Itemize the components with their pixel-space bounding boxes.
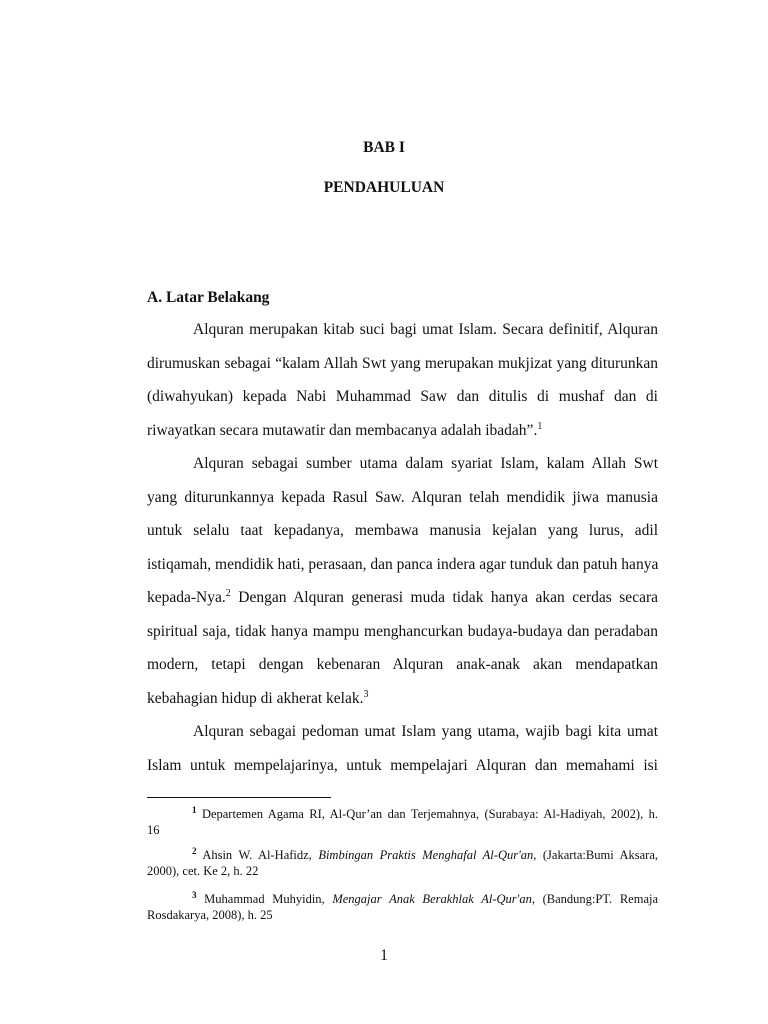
- footnote-book-title: Mengajar Anak Berakhlak Al-Qur'an: [332, 892, 532, 906]
- footnote-2: [147, 847, 658, 879]
- footnote-marker: 2: [192, 845, 197, 856]
- body-line-text: Islam untuk mempelajarinya, untuk mempelajari Alquran dan memahami isi: [147, 757, 658, 774]
- body-line: [147, 622, 658, 642]
- body-line: [193, 454, 658, 474]
- footnote-text: Departemen Agama RI, Al-Qur’an dan Terjemahnya, (Surabaya: Al-Hadiyah, 2002), h.: [201, 807, 658, 821]
- body-line-text: spiritual saja, tidak hanya mampu menghancurkan budaya-budaya dan peradaban: [147, 623, 658, 640]
- footnote-3: [147, 891, 658, 923]
- page-number: 1: [380, 947, 388, 964]
- footnote-marker: 3: [192, 889, 197, 900]
- footnote-publisher: , (Jakarta:Bumi Aksara,: [533, 848, 659, 862]
- chapter-title: PENDAHULUAN: [323, 179, 445, 196]
- footnote-continuation: Rosdakarya, 2008), h. 25: [147, 908, 273, 922]
- body-line-text: yang diturunkannya kepada Rasul Saw. Alquran telah mendidik jiwa manusia: [147, 489, 658, 506]
- footnote-1: [147, 806, 658, 838]
- body-line-text: kebahagian hidup di akherat kelak.: [147, 690, 364, 707]
- body-line: [147, 421, 658, 441]
- footnote-marker: 1: [192, 804, 197, 815]
- footnote-separator: [147, 797, 331, 798]
- section-heading: A. Latar Belakang: [147, 289, 270, 306]
- footnote-reference: 1: [537, 420, 543, 432]
- footnote-continuation: 2000), cet. Ke 2, h. 22: [147, 864, 259, 878]
- body-line: [147, 521, 658, 541]
- footnote-reference: 3: [363, 688, 369, 700]
- body-line: [147, 655, 658, 675]
- body-line: [147, 555, 658, 575]
- body-line: [147, 387, 658, 407]
- footnote-continuation: 16: [147, 823, 160, 837]
- body-line: [193, 320, 658, 340]
- body-line: [147, 689, 658, 709]
- footnote-author: Muhammad Muhyidin,: [204, 892, 333, 906]
- body-line-text: Alquran sebagai sumber utama dalam syariat Islam, kalam Allah Swt: [193, 455, 658, 472]
- body-line-text: Dengan Alquran generasi muda tidak hanya akan cerdas secara: [230, 589, 658, 606]
- body-line: [193, 722, 658, 742]
- body-line-text: modern, tetapi dengan kebenaran Alquran anak-anak akan mendapatkan: [147, 656, 658, 673]
- footnote-publisher: , (Bandung:PT. Remaja: [531, 892, 659, 906]
- body-line: [147, 756, 658, 776]
- footnote-author: Ahsin W. Al-Hafidz,: [202, 848, 319, 862]
- footnote-reference: 2: [225, 587, 231, 599]
- body-line-text: dirumuskan sebagai “kalam Allah Swt yang merupakan mukjizat yang diturunkan: [147, 355, 658, 372]
- body-line-text: untuk selalu taat kepadanya, membawa manusia kejalan yang lurus, adil: [147, 522, 658, 539]
- body-line-text: Alquran sebagai pedoman umat Islam yang utama, wajib bagi kita umat: [193, 723, 658, 740]
- chapter-number: BAB I: [363, 139, 405, 156]
- body-line: [147, 588, 658, 608]
- body-line: [147, 488, 658, 508]
- body-line-text: istiqamah, mendidik hati, perasaan, dan panca indera agar tunduk dan patuh hanya: [147, 556, 659, 573]
- body-line-text: riwayatkan secara mutawatir dan membacanya adalah ibadah”.: [147, 422, 538, 439]
- body-line-text: (diwahyukan) kepada Nabi Muhammad Saw dan ditulis di mushaf dan di: [147, 388, 658, 405]
- footnote-book-title: Bimbingan Praktis Menghafal Al-Qur'an: [318, 848, 534, 862]
- body-line-text: Alquran merupakan kitab suci bagi umat Islam. Secara definitif, Alquran: [193, 321, 658, 338]
- body-line-text: kepada-Nya.: [147, 589, 226, 606]
- body-line: [147, 354, 658, 374]
